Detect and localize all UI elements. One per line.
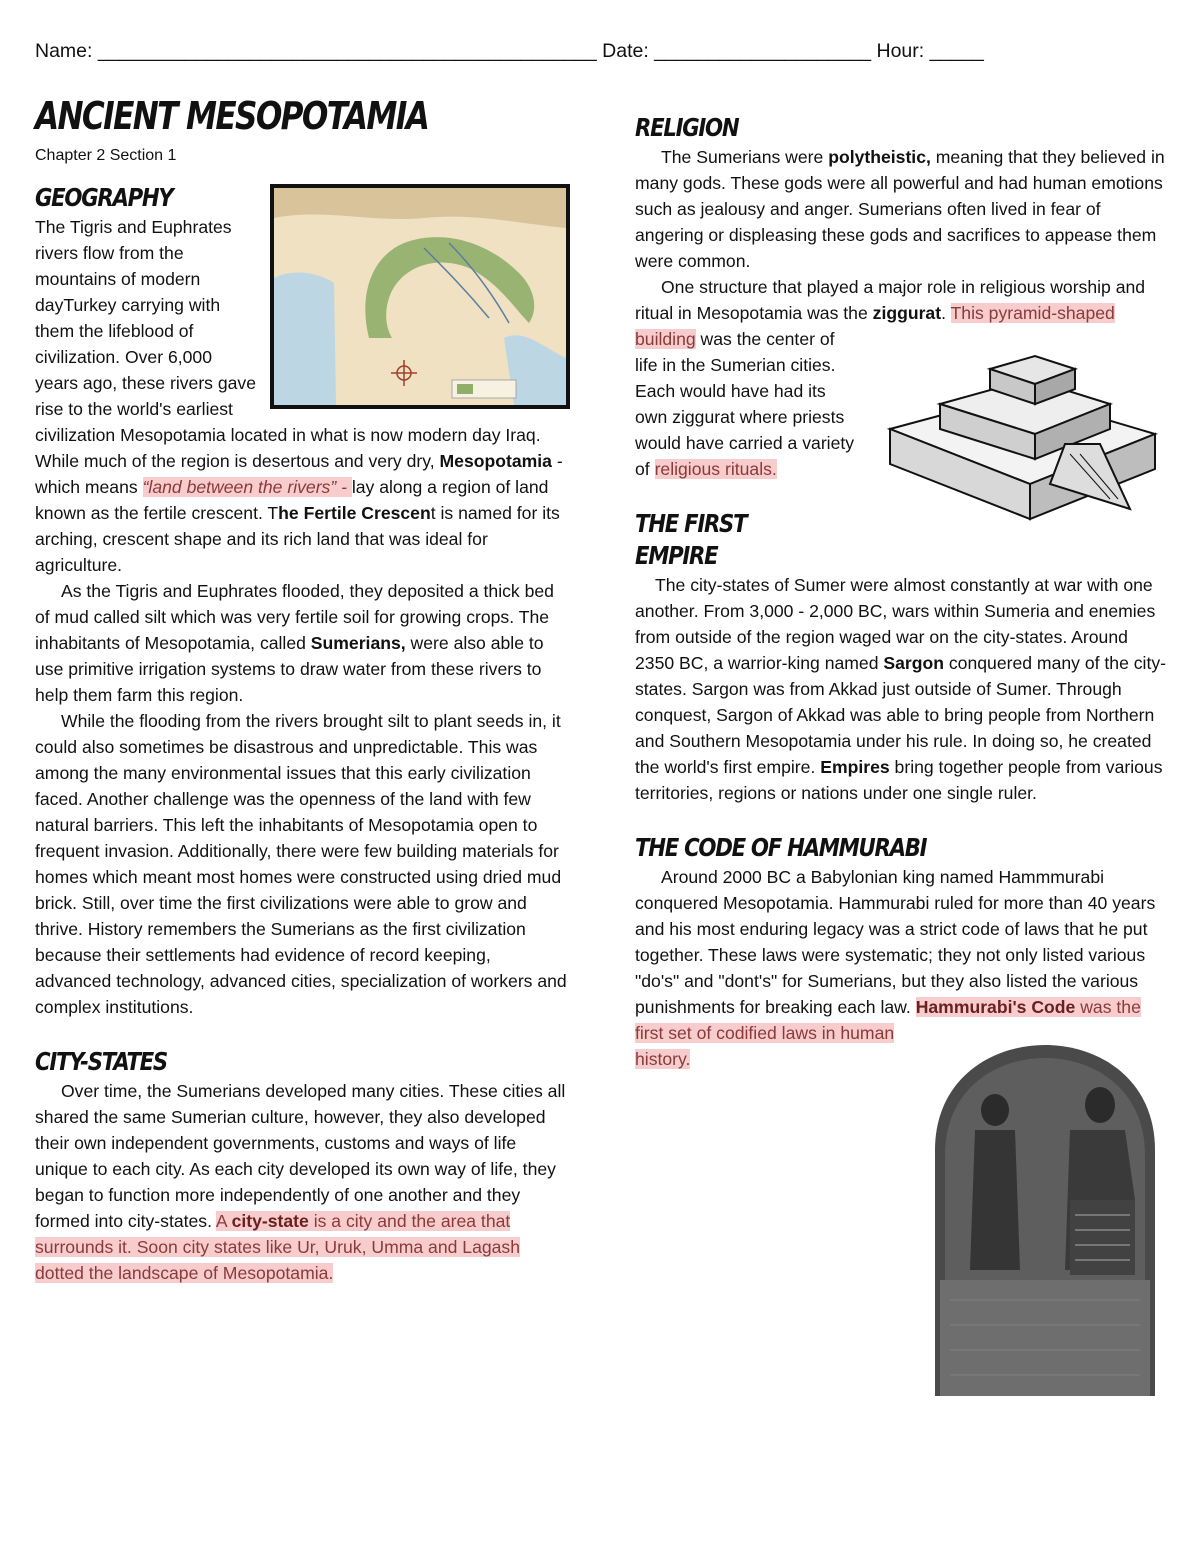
geography-heading: GEOGRAPHY — [35, 183, 173, 212]
geography-paragraph-3: While the flooding from the rivers brought silt to plant seeds in, it could also sometimes be disastrous and unpredictable. This was among the many environmental issues that this early civilization faced. Another challenge was the openness of the land with few natural barriers. This left the inhabitants of Mesopotamia open to frequent invasion. Additionally, there were few building materials for homes which meant most homes were constructed using dried mud brick. Still, over time the first civilizations were able to grow and thrive. History remembers the Sumerians as the first civilization because their settlements had evidence of record keeping, advanced technology, advanced cities, specialization of workers and complex institutions. — [35, 711, 567, 1017]
left-column — [35, 92, 570, 1286]
geography-paragraph-1: The Tigris and Euphrates rivers flow from the mountains of modern dayTurkey carrying with them the lifeblood of civilization. Over 6,000 years ago, these rivers gave rise to the world's earliest civilization Mesopotamia located in what is now modern day Iraq. While much of the region is desertous and very dry, Mesopotamia - which means “land between the rivers” - lay along a region of land known as the fertile crescent. The Fertile Crescent is named for its arching, crescent shape and its rich land that was ideal for agriculture. — [35, 217, 563, 575]
first-empire-paragraph: The city-states of Sumer were almost constantly at war with one another. From 3,000 - 2,000 BC, wars within Sumeria and enemies from outside of the region waged war on the city-states. Around 2350 BC, a warrior-king named Sargon conquered many of the city-states. Sargon was from Akkad just outside of Sumer. Through conquest, Sargon of Akkad was able to bring people from Northern and Southern Mesopotamia under his rule. In doing so, he created the world's first empire. Empires bring together people from various territories, regions or nations under one single ruler. — [635, 575, 1166, 803]
religion-paragraph-2: One structure that played a major role in religious worship and ritual in Mesopotamia was the ziggurat. This pyramid-shaped building was the center of life in the Sumerian cities. Each would have had its own ziggurat where priests would have carried a variety of religious rituals. — [635, 274, 1170, 482]
city-states-paragraph: Over time, the Sumerians developed many cities. These cities all shared the same Sumerian culture, however, they also developed their own independent governments, customs and ways of life unique to each city. As each city developed its own way of life, they began to function more independently of one another and they formed into city-states. A city-state is a city and the area that surrounds it. Soon city states like Ur, Uruk, Umma and Lagash dotted the landscape of Mesopotamia. — [35, 1081, 566, 1283]
hammurabi-heading: THE CODE OF HAMMURABI — [635, 833, 927, 862]
highlight-definition: religious rituals. — [654, 459, 777, 479]
city-states-heading: CITY-STATES — [35, 1047, 167, 1076]
geography-section — [35, 182, 570, 1020]
worksheet-header: Name: ______________________________________________ Date: ____________________ Hour: _____ — [35, 40, 984, 62]
first-empire-heading: THE FIRST EMPIRE — [635, 509, 747, 570]
religion-heading: RELIGION — [635, 113, 739, 142]
right-column — [635, 112, 1170, 1400]
religion-paragraph-1: The Sumerians were polytheistic, meaning that they believed in many gods. These gods were all powerful and had human emotions such as jealousy and anger. Sumerians often lived in fear of angering or displeasing these gods and sacrifices to appease them were common. — [635, 147, 1165, 271]
first-empire-section — [635, 508, 1170, 806]
geography-paragraph-2: As the Tigris and Euphrates flooded, they deposited a thick bed of mud called silt which was very fertile soil for growing crops. The inhabitants of Mesopotamia, called Sumerians, were also able to use primitive irrigation systems to draw water from these rivers to help them farm this region. — [35, 581, 554, 705]
highlight-definition: “land between the rivers” - — [142, 477, 352, 497]
city-states-section — [35, 1046, 570, 1286]
fertile-crescent-map-image — [270, 184, 570, 409]
hammurabi-paragraph: Around 2000 BC a Babylonian king named Hammmurabi conquered Mesopotamia. Hammurabi ruled for more than 40 years and his most enduring legacy was a strict code of laws that he put together. These laws were systematic; they not only listed various "do's" and "dont's" for Sumerians, but they also listed the various punishments for breaking each law. Hammurabi's Code was the first set of codified laws in human history. — [635, 864, 1170, 1072]
hammurabi-stele-image — [920, 1040, 1170, 1396]
highlight-definition: A city-state is a city and the area that surrounds it. Soon city states like Ur, Uruk, Umma and Lagash dotted the landscape of Mesopotamia. — [35, 1211, 521, 1283]
hammurabi-section — [635, 832, 1170, 1072]
highlight-definition: Hammurabi's Code was the first set of codified laws in human history. — [635, 997, 1141, 1069]
religion-section — [635, 112, 1170, 482]
ziggurat-illustration-image — [870, 334, 1170, 524]
document-title: ANCIENT MESOPOTAMIA — [35, 94, 429, 138]
chapter-subtitle: Chapter 2 Section 1 — [35, 147, 177, 164]
highlight-definition: This pyramid-shaped building — [635, 303, 1115, 349]
